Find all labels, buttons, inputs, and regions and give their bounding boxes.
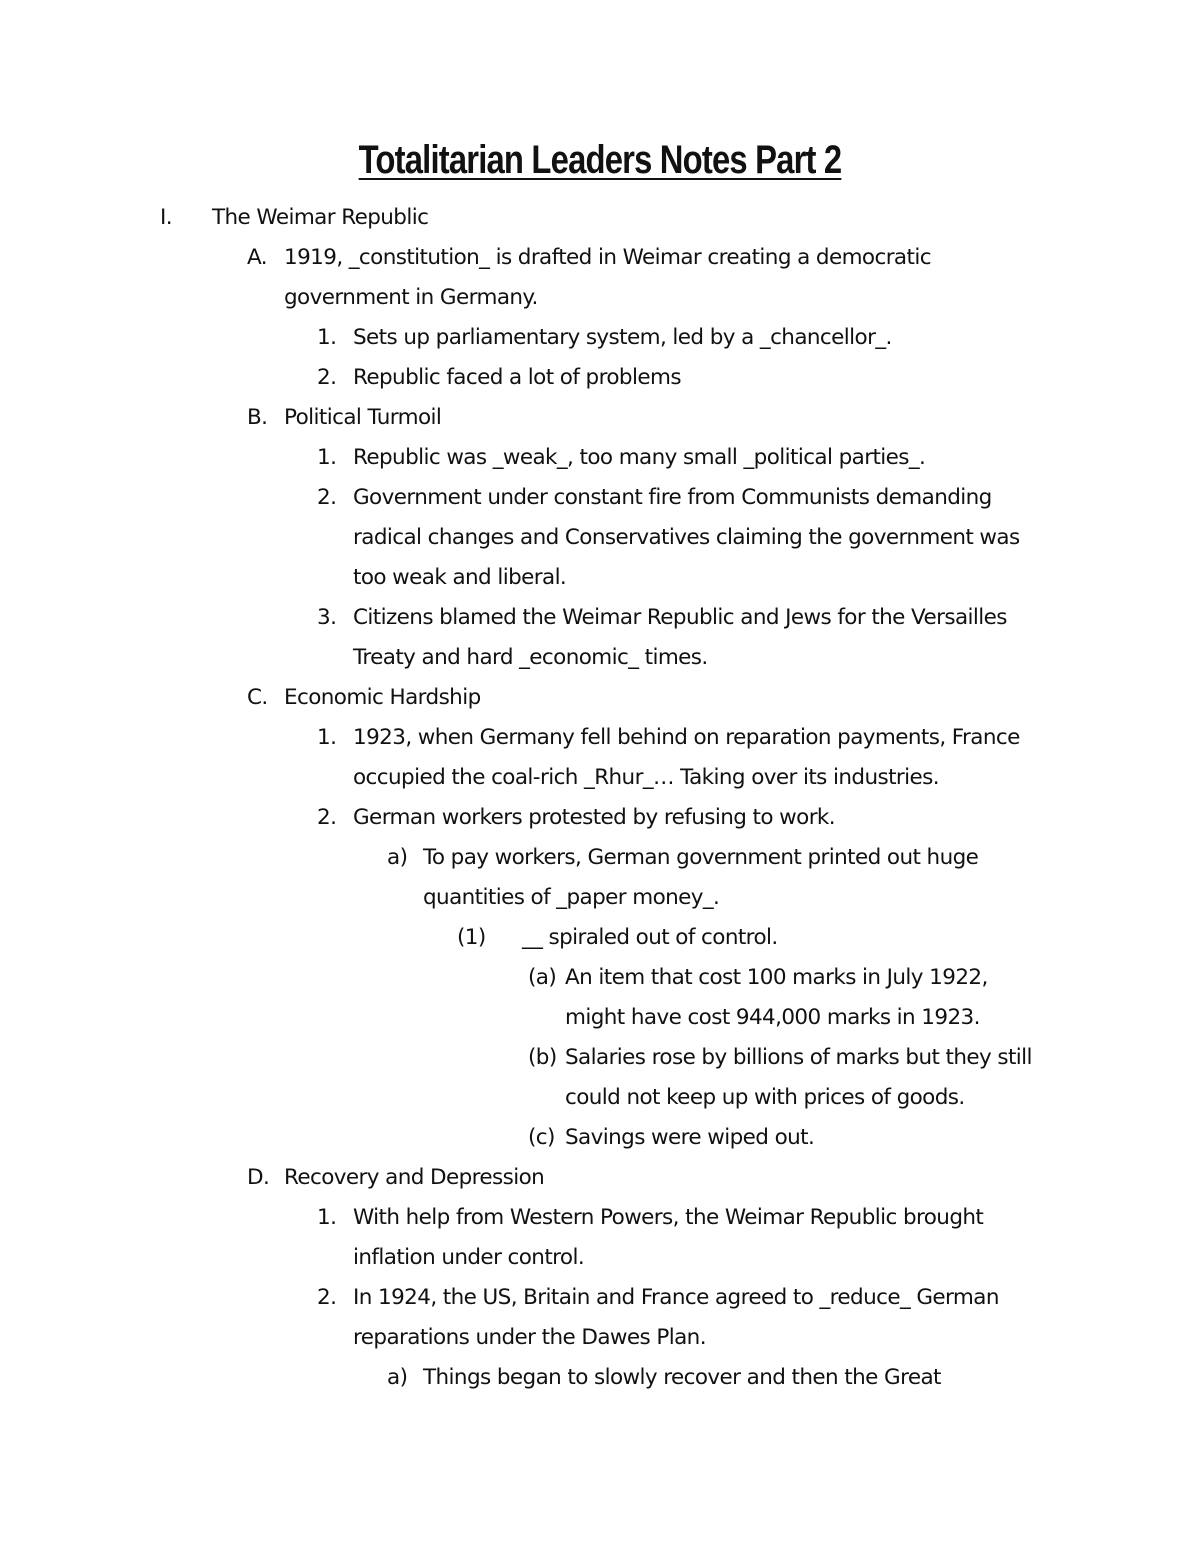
outline-line-i-d-2-cont — [0, 1318, 1200, 1358]
outline-text: Savings were wiped out. — [565, 1125, 815, 1150]
outline-text-continued: radical changes and Conservatives claiming the government was — [353, 525, 1020, 550]
outline-text: An item that cost 100 marks in July 1922, — [565, 965, 988, 990]
outline-marker: (c) — [528, 1125, 555, 1150]
outline-marker: 1. — [317, 1205, 337, 1230]
outline-line-i-c-2-a-1-a-cont — [0, 998, 1200, 1038]
outline-text: Government under constant fire from Communists demanding — [353, 485, 992, 510]
outline-text: Things began to slowly recover and then the Great — [423, 1365, 941, 1390]
outline-marker: 2. — [317, 805, 337, 830]
outline-line-i-c-2-a-1-b-cont — [0, 1078, 1200, 1118]
outline-text: Economic Hardship — [284, 685, 481, 710]
outline-line-i-d-2-a — [0, 1358, 1200, 1398]
page-title: Totalitarian Leaders Notes Part 2 — [358, 138, 842, 182]
outline-line-i-a-cont — [0, 278, 1200, 318]
outline-text: German workers protested by refusing to work. — [353, 805, 836, 830]
outline-text: To pay workers, German government printed out huge — [423, 845, 979, 870]
outline-line-i-d-2 — [0, 1278, 1200, 1318]
outline-text: In 1924, the US, Britain and France agreed to _reduce_ German — [353, 1285, 999, 1310]
outline-line-i-c-1 — [0, 718, 1200, 758]
outline-marker: C. — [247, 685, 268, 710]
outline-marker: B. — [247, 405, 268, 430]
outline-line-i-d-1-cont — [0, 1238, 1200, 1278]
outline-text: Sets up parliamentary system, led by a _chancellor_. — [353, 325, 892, 350]
outline-marker: a) — [387, 1365, 408, 1390]
outline-text-continued: Treaty and hard _economic_ times. — [353, 645, 708, 670]
outline-line-i-b-2-cont1 — [0, 518, 1200, 558]
outline-marker: 1. — [317, 445, 337, 470]
outline-line-i-c — [0, 678, 1200, 718]
outline-text: With help from Western Powers, the Weimar Republic brought — [353, 1205, 984, 1230]
outline-line-i-b-3-cont — [0, 638, 1200, 678]
outline-line-i-c-1-cont — [0, 758, 1200, 798]
outline-text: The Weimar Republic — [212, 205, 429, 230]
outline-marker: 1. — [317, 325, 337, 350]
outline-text: Republic was _weak_, too many small _political parties_. — [353, 445, 926, 470]
outline-line-i-b-2-cont2 — [0, 558, 1200, 598]
outline-text-continued: government in Germany. — [284, 285, 538, 310]
outline-marker: A. — [247, 245, 267, 270]
outline-line-i-b-2 — [0, 478, 1200, 518]
outline-text: __ spiraled out of control. — [522, 925, 778, 950]
outline-marker: I. — [160, 205, 172, 230]
outline-text-continued: might have cost 944,000 marks in 1923. — [565, 1005, 980, 1030]
outline-text: 1919, _constitution_ is drafted in Weimar creating a democratic — [284, 245, 931, 270]
outline-line-i-b-1 — [0, 438, 1200, 478]
outline-text-continued: could not keep up with prices of goods. — [565, 1085, 965, 1110]
notes-outline — [0, 198, 1200, 1398]
outline-line-i-c-2 — [0, 798, 1200, 838]
outline-text-continued: inflation under control. — [353, 1245, 585, 1270]
outline-line-i-c-2-a-1-c — [0, 1118, 1200, 1158]
outline-marker: a) — [387, 845, 408, 870]
outline-text: Recovery and Depression — [284, 1165, 545, 1190]
outline-marker: (a) — [528, 965, 557, 990]
outline-text: Republic faced a lot of problems — [353, 365, 681, 390]
outline-marker: (b) — [528, 1045, 557, 1070]
outline-line-i-a-2 — [0, 358, 1200, 398]
outline-text: Citizens blamed the Weimar Republic and Jews for the Versailles — [353, 605, 1007, 630]
outline-text: 1923, when Germany fell behind on reparation payments, France — [353, 725, 1020, 750]
outline-line-i-b-3 — [0, 598, 1200, 638]
outline-marker: 2. — [317, 365, 337, 390]
outline-line-i-a-1 — [0, 318, 1200, 358]
outline-line-i-a — [0, 238, 1200, 278]
outline-line-i-d — [0, 1158, 1200, 1198]
outline-line-i-c-2-a-cont — [0, 878, 1200, 918]
outline-text-continued: too weak and liberal. — [353, 565, 567, 590]
outline-line-i — [0, 198, 1200, 238]
outline-marker: 3. — [317, 605, 337, 630]
outline-marker: 2. — [317, 485, 337, 510]
outline-marker: 1. — [317, 725, 337, 750]
outline-line-i-c-2-a-1-b — [0, 1038, 1200, 1078]
outline-text: Salaries rose by billions of marks but they still — [565, 1045, 1032, 1070]
outline-line-i-d-1 — [0, 1198, 1200, 1238]
outline-text-continued: reparations under the Dawes Plan. — [353, 1325, 706, 1350]
outline-marker: 2. — [317, 1285, 337, 1310]
outline-text: Political Turmoil — [284, 405, 442, 430]
outline-line-i-c-2-a-1 — [0, 918, 1200, 958]
outline-text-continued: occupied the coal-rich _Rhur_… Taking over its industries. — [353, 765, 939, 790]
outline-line-i-c-2-a — [0, 838, 1200, 878]
outline-line-i-c-2-a-1-a — [0, 958, 1200, 998]
outline-marker: D. — [247, 1165, 270, 1190]
outline-text-continued: quantities of _paper money_. — [423, 885, 720, 910]
outline-line-i-b — [0, 398, 1200, 438]
outline-marker: (1) — [457, 925, 486, 950]
